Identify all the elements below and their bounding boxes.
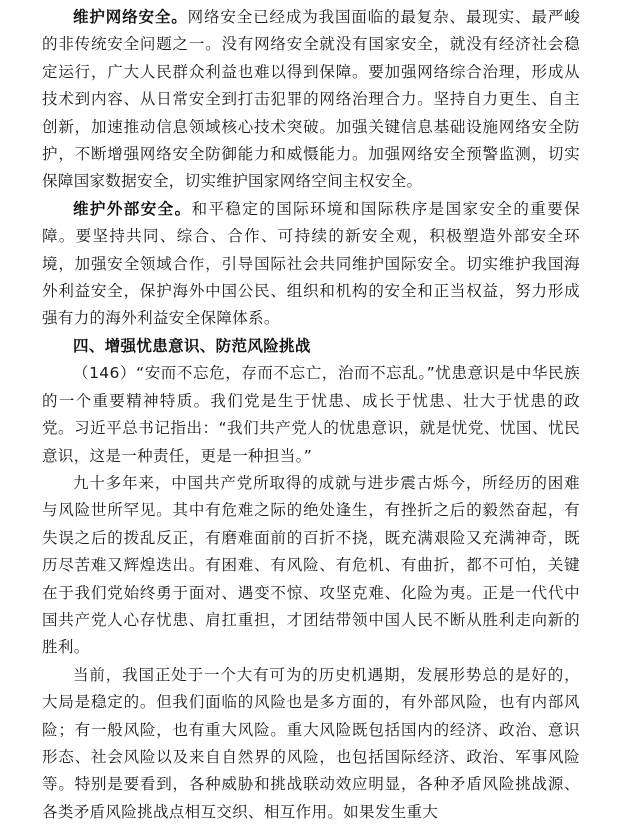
paragraph-external-security — [42, 196, 580, 333]
document-page — [42, 4, 580, 826]
paragraph-lead: 维护网络安全。 — [73, 8, 188, 26]
paragraph-text: 和平稳定的国际环境和国际秩序是国家安全的重要保障。要坚持共同、综合、合作、可持续的新安全观，积极塑造外部安全环境，加强安全领域合作，引导国际社会共同维护国际安全。切实维护我国海外利益安全，保护海外中国公民、组织和机构的安全和正当权益，努力形成强有力的海外利益安全保障体系。 — [42, 199, 580, 328]
paragraph-body: 九十多年来，中国共产党所取得的成就与进步震古烁今，所经历的困难与风险世所罕见。其中有危难之际的绝处逢生，有挫折之后的毅然奋起，有失误之后的拨乱反正，有磨难面前的百折不挠，既充满艰险又充满神奇，既历尽苦难又辉煌迭出。有困难、有风险、有危机、有曲折，都不可怕，关键在于我们党始终勇于面对、遇变不惊、攻坚克难、化险为夷。正是一代代中国共产党人心存忧患、肩扛重担，才团结带领中国人民不断从胜利走向新的胜利。 — [42, 473, 580, 657]
paragraph-body: （146）“安而不忘危，存而不忘亡，治而不忘乱。”忧患意识是中华民族的一个重要精神特质。我们党是生于忧患、成长于忧患、壮大于忧患的政党。习近平总书记指出：“我们共产党人的忧患意识，就是忧党、忧国、忧民意识，这是一种责任，更是一种担当。” — [42, 364, 580, 465]
paragraph-network-security — [42, 4, 580, 196]
paragraph-lead: 维护外部安全。 — [73, 199, 192, 218]
paragraph-text: 网络安全已经成为我国面临的最复杂、最现实、最严峻的非传统安全问题之一。没有网络安全就没有国家安全，就没有经济社会稳定运行，广大人民群众利益也难以得到保障。要加强网络综合治理，形成从技术到内容、从日常安全到打击犯罪的网络治理合力。坚持自力更生、自主创新，加速推动信息领域核心技术突破。加强关键信息基础设施网络安全防护，不断增强网络安全防御能力和威慑能力。加强网络安全预警监测，切实保障国家数据安全，切实维护国家网络空间主权安全。 — [42, 8, 581, 191]
paragraph-body: 当前，我国正处于一个大有可为的历史机遇期，发展形势总的是好的，大局是稳定的。但我们面临的风险也是多方面的，有外部风险，也有内部风险；有一般风险，也有重大风险。重大风险既包括国内的经济、政治、意识形态、社会风险以及来自自然界的风险，也包括国际经济、政治、军事风险等。特别是要看到，各种威胁和挑战联动效应明显，各种矛盾风险挑战源、各类矛盾风险挑战点相互交织、相互作用。如果发生重大 — [42, 665, 580, 821]
section-heading: 四、增强忧患意识、防范风险挑战 — [73, 336, 311, 355]
